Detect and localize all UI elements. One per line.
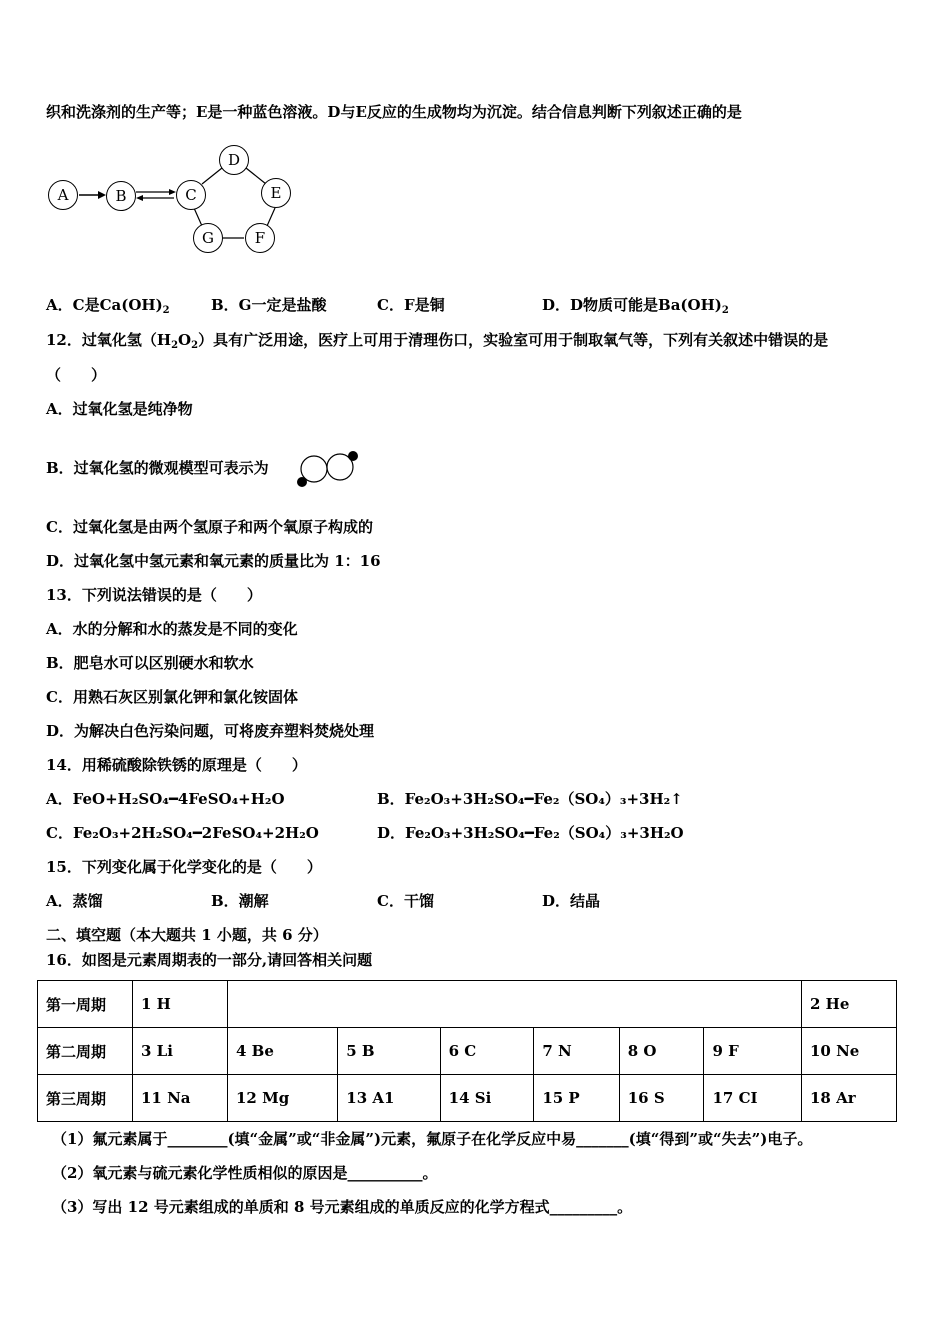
q16-sub1: （1）氟元素属于________(填“金属”或“非金属”)元素，氟原子在化学反应中易_______(填“得到”或“失去”)电子。 [52, 1130, 813, 1148]
element-cell: 11 Na [133, 1075, 228, 1122]
q13-option-d: D．为解决白色污染问题，可将废弃塑料焚烧处理 [46, 722, 375, 740]
node-e: E [261, 178, 291, 208]
element-cell: 15 P [534, 1075, 619, 1122]
element-cell: 10 Ne [802, 1028, 897, 1075]
q13-option-a: A．水的分解和水的蒸发是不同的变化 [46, 620, 298, 638]
element-cell: 3 Li [133, 1028, 228, 1075]
empty-cell [228, 981, 802, 1028]
reaction-diagram [40, 140, 310, 260]
node-a: A [48, 180, 78, 210]
q15-option-a: A．蒸馏 [46, 892, 103, 910]
q14-option-a: A．FeO+H₂SO₄━4FeSO₄+H₂O [46, 790, 285, 808]
q16-stem: 16．如图是元素周期表的一部分,请回答相关问题 [46, 951, 373, 969]
q14-option-c: C．Fe₂O₃+2H₂SO₄━2FeSO₄+2H₂O [46, 824, 319, 842]
element-cell: 6 C [440, 1028, 534, 1075]
period-label: 第三周期 [38, 1075, 133, 1122]
element-cell: 8 O [619, 1028, 704, 1075]
periodic-table [37, 980, 897, 1122]
element-cell: 12 Mg [228, 1075, 338, 1122]
table-row [38, 1075, 897, 1122]
q14-stem: 14．用稀硫酸除铁锈的原理是（ ） [46, 756, 307, 774]
intro-line: 织和洗涤剂的生产等；E是一种蓝色溶液。D与E反应的生成物均为沉淀。结合信息判断下列叙述正确的是 [46, 103, 742, 121]
q12-option-d: D．过氧化氢中氢元素和氧元素的质量比为 1：16 [46, 552, 381, 570]
table-row [38, 981, 897, 1028]
h2o2-molecule-model [294, 448, 364, 494]
q13-stem: 13．下列说法错误的是（ ） [46, 586, 262, 604]
q12-stem: 12．过氧化氢$(H_2O_2)$具有广泛用途，医疗上可用于清理伤口，实验室可用于制取氧气等，下列有关叙述中错误的是 [46, 331, 829, 351]
q15-option-d: D．结晶 [542, 892, 601, 910]
q13-option-c: C．用熟石灰区别氯化钾和氯化铵固体 [46, 688, 298, 706]
element-cell: 2 He [802, 981, 897, 1028]
node-b: B [106, 181, 136, 211]
q13-option-b: B．肥皂水可以区别硬水和软水 [46, 654, 254, 672]
period-label: 第一周期 [38, 981, 133, 1028]
element-cell: 17 CI [704, 1075, 802, 1122]
element-cell: 5 B [338, 1028, 440, 1075]
q14-option-b: B．Fe₂O₃+3H₂SO₄━Fe₂（SO₄）₃+3H₂↑ [377, 790, 683, 808]
element-cell: 16 S [619, 1075, 704, 1122]
q14-option-d: D．Fe₂O₃+3H₂SO₄━Fe₂（SO₄）₃+3H₂O [377, 824, 684, 842]
q12-option-b: B．过氧化氢的微观模型可表示为 [46, 459, 269, 477]
section-heading: 二、填空题（本大题共 1 小题，共 6 分） [46, 926, 328, 944]
q11-option-d: D．D物质可能是$Ba(OH)_2$ [542, 296, 729, 316]
element-cell: 4 Be [228, 1028, 338, 1075]
q16-sub3: （3）写出 12 号元素组成的单质和 8 号元素组成的单质反应的化学方程式_________。 [52, 1198, 633, 1216]
q12-option-c: C．过氧化氢是由两个氢原子和两个氧原子构成的 [46, 518, 373, 536]
q15-option-b: B．潮解 [211, 892, 269, 910]
element-cell: 9 F [704, 1028, 802, 1075]
period-label: 第二周期 [38, 1028, 133, 1075]
node-f: F [245, 223, 275, 253]
q11-option-c: C．F是铜 [377, 296, 445, 314]
table-row [38, 1028, 897, 1075]
element-cell: 18 Ar [802, 1075, 897, 1122]
q12-option-a: A．过氧化氢是纯净物 [46, 400, 193, 418]
element-cell: 7 N [534, 1028, 619, 1075]
q16-sub2: （2）氧元素与硫元素化学性质相似的原因是__________。 [52, 1164, 438, 1182]
node-c: C [176, 180, 206, 210]
node-d: D [219, 145, 249, 175]
node-g: G [193, 223, 223, 253]
q12-blank: （ ） [46, 366, 107, 384]
element-cell: 13 A1 [338, 1075, 440, 1122]
q15-option-c: C．干馏 [377, 892, 434, 910]
q11-option-a: A．C是$Ca(OH)_2$ [46, 296, 170, 316]
element-cell: 1 H [133, 981, 228, 1028]
q11-option-b: B．G一定是盐酸 [211, 296, 327, 314]
q15-stem: 15．下列变化属于化学变化的是（ ） [46, 858, 322, 876]
element-cell: 14 Si [440, 1075, 534, 1122]
